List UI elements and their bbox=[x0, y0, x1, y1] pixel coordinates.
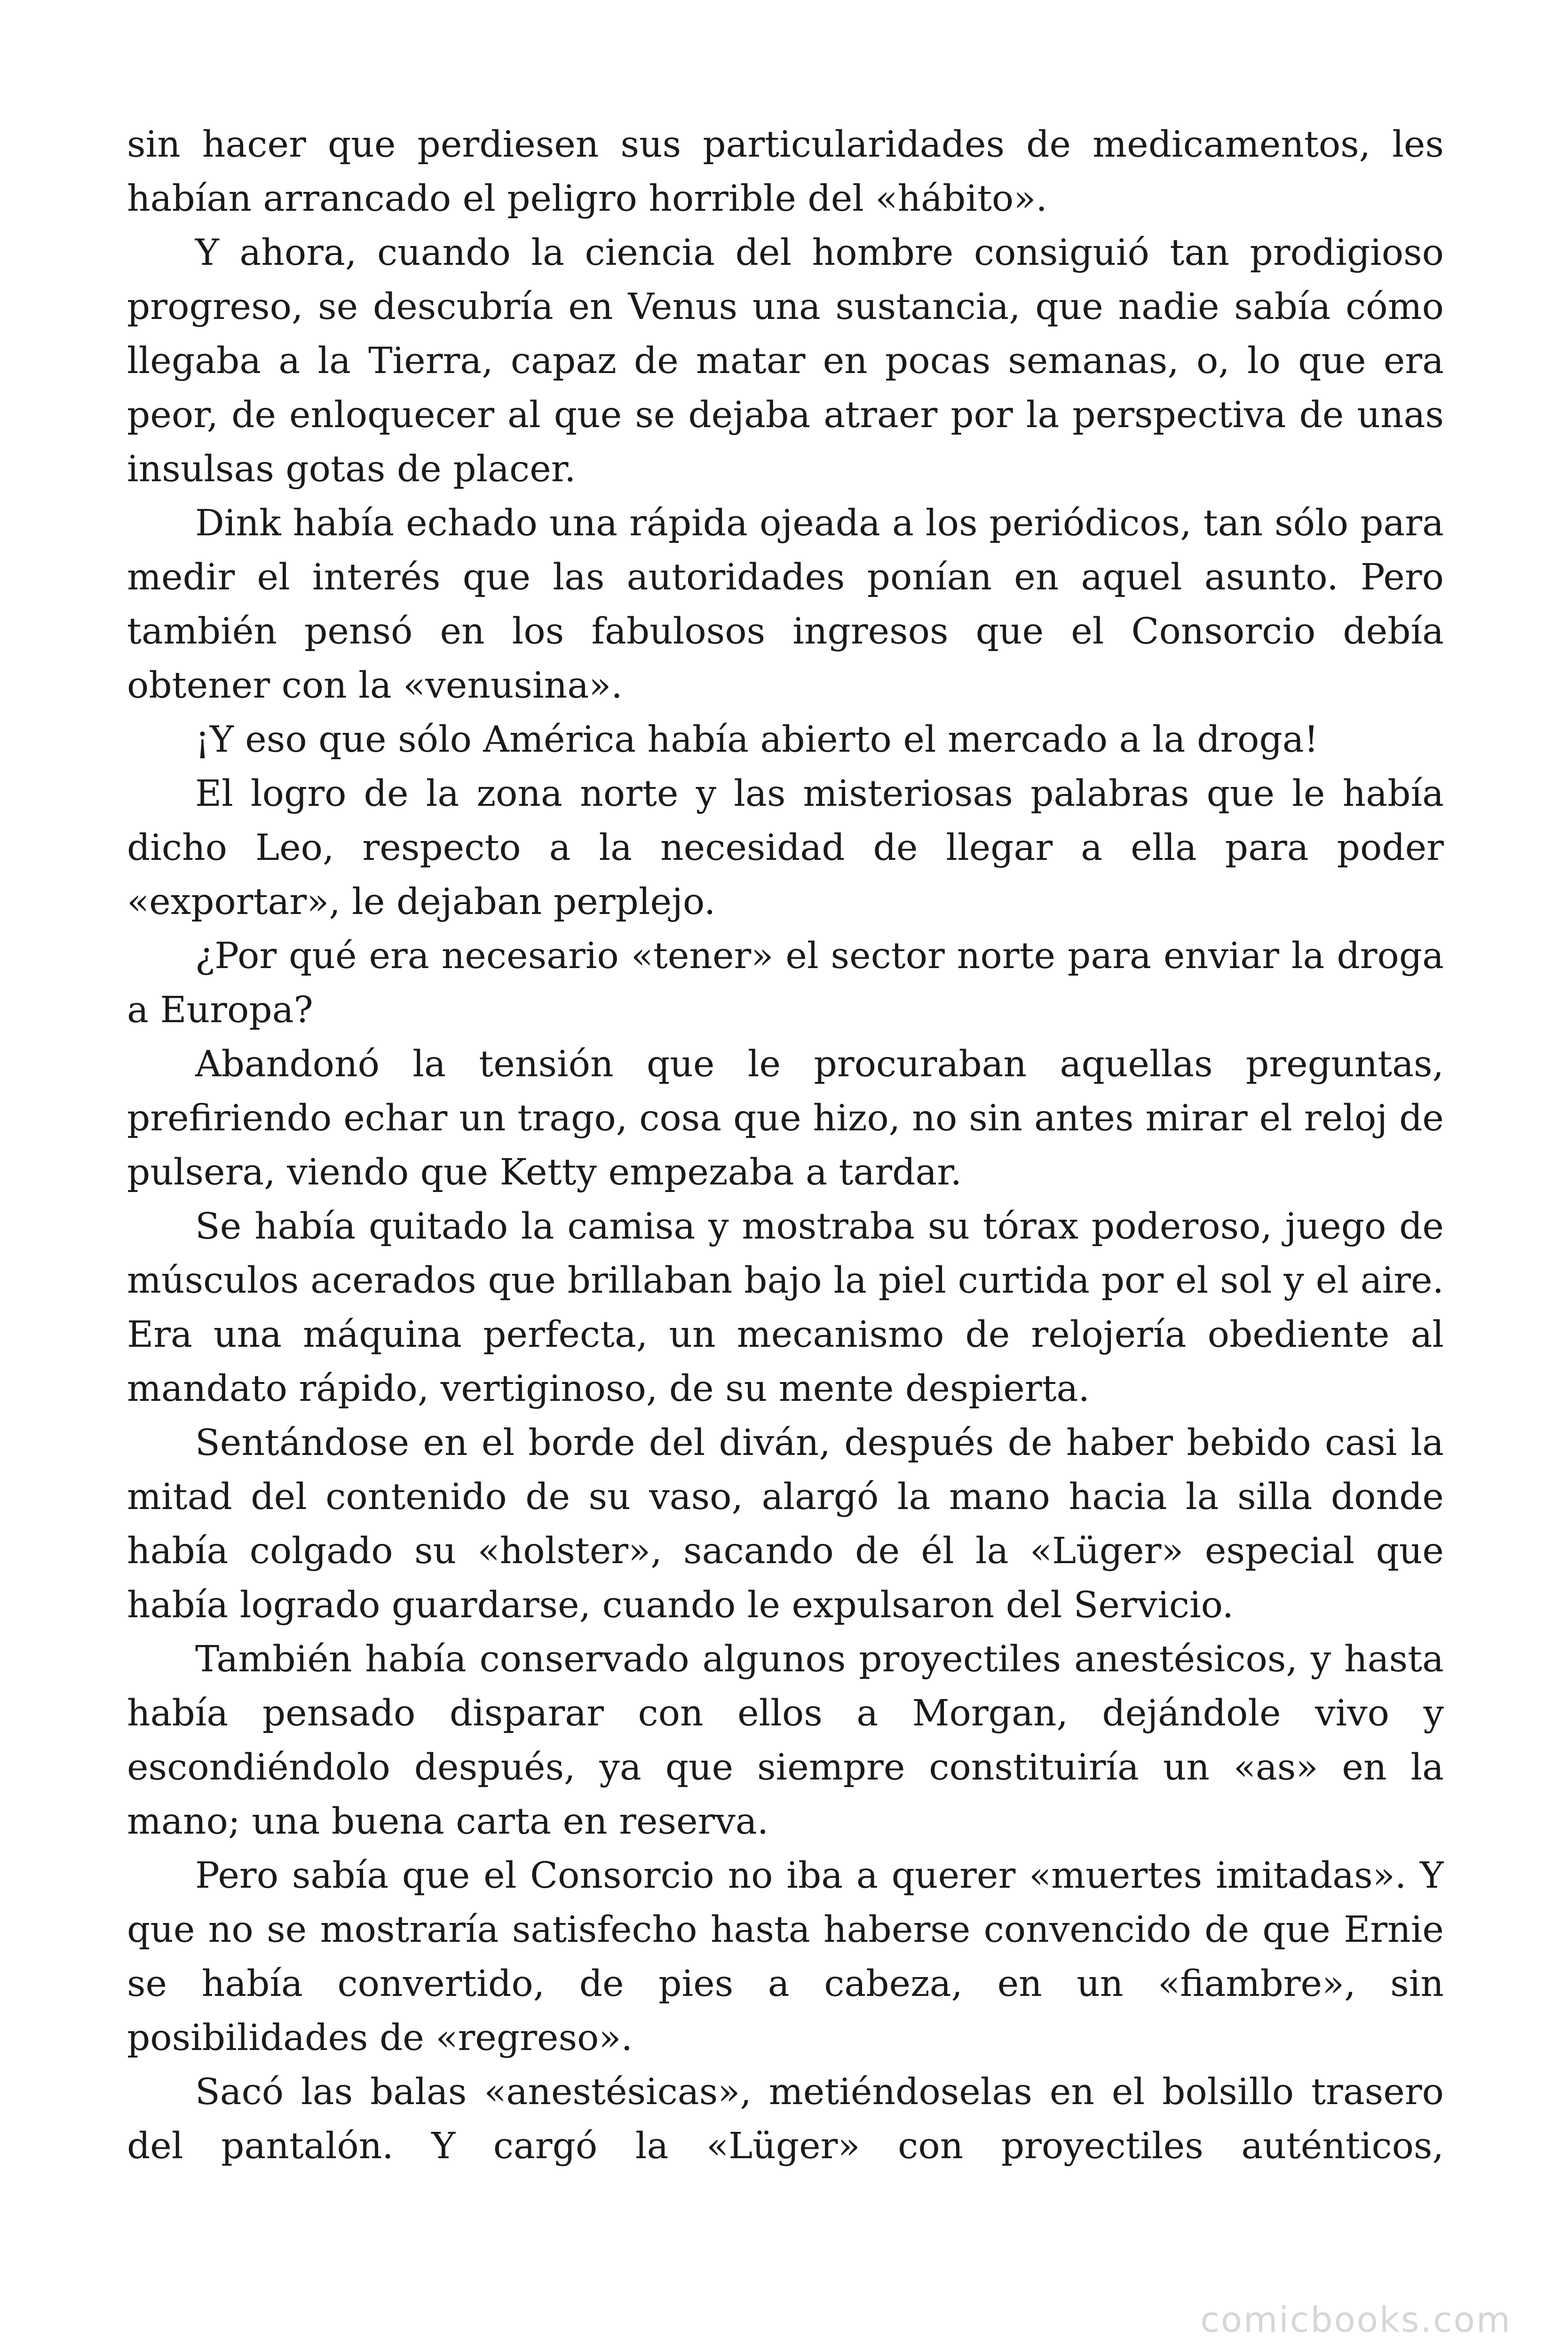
paragraph: Y ahora, cuando la ciencia del hombre consiguió tan prodigioso progreso, se descubría en Venus una sustancia, que nadie sabía cómo llegaba a la Tierra, capaz de matar en pocas semanas, o, lo que era peor, de enloquecer al que se dejaba atraer por la perspectiva de unas insulsas gotas de placer. bbox=[127, 232, 1444, 490]
paragraph: ¡Y eso que sólo América había abierto el mercado a la droga! bbox=[195, 719, 1319, 761]
paragraph: Sacó las balas «anestésicas», metiéndoselas en el bolsillo trasero del pantalón. Y cargó la «Lüger» con proyectiles auténticos, bbox=[127, 2071, 1444, 2167]
paragraph: Sentándose en el borde del diván, después de haber bebido casi la mitad del contenido de su vaso, alargó la mano hacia la silla donde había colgado su «holster», sacando de él la «Lüger» especial que había logrado guardarse, cuando le expulsaron del Servicio. bbox=[127, 1422, 1444, 1626]
paragraph: ¿Por qué era necesario «tener» el sector norte para enviar la droga a Europa? bbox=[127, 935, 1444, 1031]
paragraph: También había conservado algunos proyectiles anestésicos, y hasta había pensado disparar con ellos a Morgan, dejándole vivo y escondiéndolo después, ya que siempre constituiría un «as» en la mano; una buena carta en reserva. bbox=[127, 1638, 1444, 1843]
paragraph: Dink había echado una rápida ojeada a los periódicos, tan sólo para medir el interés que las autoridades ponían en aquel asunto. Pero también pensó en los fabulosos ingresos que el Consorcio debía obtener con la «venusina». bbox=[127, 502, 1444, 707]
watermark: comicbooks.com bbox=[1200, 2300, 1512, 2340]
paragraph: Abandonó la tensión que le procuraban aquellas preguntas, prefiriendo echar un trago, cosa que hizo, no sin antes mirar el reloj de pulsera, viendo que Ketty empezaba a tardar. bbox=[127, 1043, 1444, 1193]
paragraph: El logro de la zona norte y las misteriosas palabras que le había dicho Leo, respecto a la necesidad de llegar a ella para poder «exportar», le dejaban perplejo. bbox=[127, 773, 1444, 923]
paragraph: sin hacer que perdiesen sus particularidades de medicamentos, les habían arrancado el peligro horrible del «hábito». bbox=[127, 124, 1444, 220]
book-page-text bbox=[127, 118, 1444, 2263]
paragraph: Se había quitado la camisa y mostraba su tórax poderoso, juego de músculos acerados que brillaban bajo la piel curtida por el sol y el aire. Era una máquina perfecta, un mecanismo de relojería obediente al mandato rápido, vertiginoso, de su mente despierta. bbox=[127, 1206, 1444, 1410]
paragraph: Pero sabía que el Consorcio no iba a querer «muertes imitadas». Y que no se mostraría satisfecho hasta haberse convencido de que Ernie se había convertido, de pies a cabeza, en un «fiambre», sin posibilidades de «regreso». bbox=[127, 1855, 1444, 2059]
